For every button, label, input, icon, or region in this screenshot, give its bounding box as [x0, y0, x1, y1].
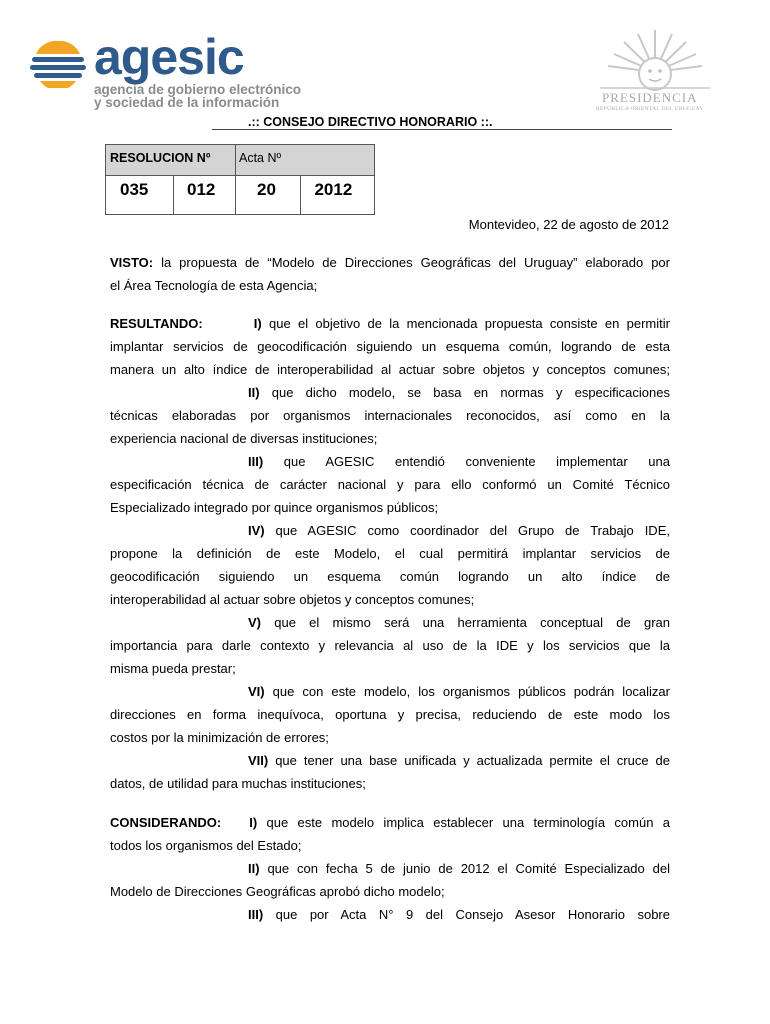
resultando-section	[110, 312, 670, 795]
resultando-i-text-1: que el objetivo de la mencionada propuesta consiste en permitir	[269, 316, 670, 331]
resultando-v-line1	[110, 611, 670, 634]
presidencia-logo	[580, 24, 730, 114]
resultando-vi-line1	[110, 680, 670, 703]
agesic-mark-icon	[30, 38, 86, 88]
table-row	[106, 176, 375, 215]
resultando-ii-text-1: que dicho modelo, se basa en normas y especificaciones	[271, 385, 670, 400]
header-acta: Acta Nº	[236, 145, 375, 176]
visto-label: VISTO:	[110, 255, 154, 270]
considerando-iii-num: III)	[248, 907, 264, 922]
resultando-ii-line3: experiencia nacional de diversas instituciones;	[110, 431, 378, 446]
considerando-i-num: I)	[249, 815, 258, 830]
considerando-iii-line1	[110, 903, 670, 926]
resultando-v-line2: importancia para darle contexto y relevancia al uso de la IDE y los servicios que la	[110, 638, 670, 653]
resultando-i-line2: implantar servicios de geocodificación siguiendo un esquema común, logrando de esta	[110, 339, 670, 354]
resolution-sub-number: 012	[174, 176, 236, 215]
considerando-i-line1	[110, 811, 670, 834]
resultando-iv-line1	[110, 519, 670, 542]
resultando-iii-num: III)	[248, 454, 264, 469]
resultando-vii-line2: datos, de utilidad para muchas instituciones;	[110, 776, 366, 791]
resultando-vi-text-1: que con este modelo, los organismos públicos podrán localizar	[272, 684, 670, 699]
agesic-tagline-line1: agencia de gobierno electrónico	[94, 82, 302, 97]
header-resolucion: RESOLUCION Nº	[106, 145, 236, 176]
resultando-iii-line1	[110, 450, 670, 473]
resultando-ii-num: II)	[248, 385, 260, 400]
resultando-vi-num: VI)	[248, 684, 265, 699]
considerando-section	[110, 811, 670, 926]
agesic-tagline	[94, 83, 301, 109]
resultando-iii-text-1: que AGESIC entendió conveniente implementar una	[283, 454, 670, 469]
resultando-ii-line1	[110, 381, 670, 404]
resultando-iv-line3: geocodificación siguiendo un esquema común logrando un alto índice de	[110, 569, 670, 584]
presidencia-wordmark: PRESIDENCIA	[602, 90, 698, 105]
resultando-vii-line1	[110, 749, 670, 772]
resultando-i-line3: manera un alto índice de interoperabilidad al actuar sobre objetos y conceptos comunes;	[110, 362, 670, 377]
resultando-vi-line2: direcciones en forma inequívoca, oportuna y precisa, reduciendo de este modo los	[110, 707, 670, 722]
visto-line1	[110, 251, 670, 274]
considerando-iii-text-1: que por Acta N° 9 del Consejo Asesor Honorario sobre	[275, 907, 670, 922]
considerando-ii-num: II)	[248, 861, 260, 876]
document-date: Montevideo, 22 de agosto de 2012	[468, 217, 669, 232]
resultando-i-num: I)	[253, 316, 262, 331]
resultando-label: RESULTANDO:	[110, 316, 203, 331]
resultando-vii-num: VII)	[248, 753, 269, 768]
resultando-v-num: V)	[248, 615, 261, 630]
agesic-tagline-line2: y sociedad de la información	[94, 95, 280, 110]
visto-text-1: la propuesta de “Modelo de Direcciones Geográficas del Uruguay” elaborado por	[161, 255, 670, 270]
considerando-i-text-1: que este modelo implica establecer una terminología común a	[266, 815, 670, 830]
resultando-iii-line3: Especializado integrado por quince organismos públicos;	[110, 500, 439, 515]
resultando-i-line1	[110, 312, 670, 335]
resolution-number: 035	[106, 176, 174, 215]
header-divider	[212, 129, 672, 130]
table-header-row	[106, 145, 375, 176]
sun-emblem-icon	[580, 24, 730, 94]
acta-year: 2012	[301, 176, 375, 215]
presidencia-subtitle: REPÚBLICA ORIENTAL DEL URUGUAY	[596, 106, 704, 112]
agesic-logo	[30, 29, 302, 114]
acta-number: 20	[236, 176, 301, 215]
resultando-ii-line2: técnicas elaboradas por organismos internacionales reconocidos, así como en la	[110, 408, 670, 423]
visto-section	[110, 251, 670, 297]
resultando-vii-text-1: que tener una base unificada y actualizada permite el cruce de	[275, 753, 670, 768]
resultando-iv-line2: propone la definición de este Modelo, el cual permitirá implantar servicios de	[110, 546, 670, 561]
agesic-wordmark: agesic	[94, 29, 244, 85]
resultando-vi-line3: costos por la minimización de errores;	[110, 730, 329, 745]
visto-line2: el Área Tecnología de esta Agencia;	[110, 278, 318, 293]
resultando-iii-line2: especificación técnica de carácter nacional y para ello conformó un Comité Técnico	[110, 477, 670, 492]
resultando-iv-num: IV)	[248, 523, 265, 538]
considerando-ii-line2: Modelo de Direcciones Geográficas aprobó dicho modelo;	[110, 884, 445, 899]
resultando-v-line3: misma pueda prestar;	[110, 661, 236, 676]
considerando-ii-line1	[110, 857, 670, 880]
council-title: .:: CONSEJO DIRECTIVO HONORARIO ::.	[248, 115, 493, 129]
considerando-i-line2: todos los organismos del Estado;	[110, 838, 302, 853]
resultando-iv-text-1: que AGESIC como coordinador del Grupo de Trabajo IDE,	[275, 523, 670, 538]
considerando-ii-text-1: que con fecha 5 de junio de 2012 el Comité Especializado del	[267, 861, 670, 876]
resultando-v-text-1: que el mismo será una herramienta conceptual de gran	[274, 615, 670, 630]
resolution-table	[105, 144, 375, 215]
resultando-iv-line4: interoperabilidad al actuar sobre objetos y conceptos comunes;	[110, 592, 475, 607]
considerando-label: CONSIDERANDO:	[110, 815, 222, 830]
